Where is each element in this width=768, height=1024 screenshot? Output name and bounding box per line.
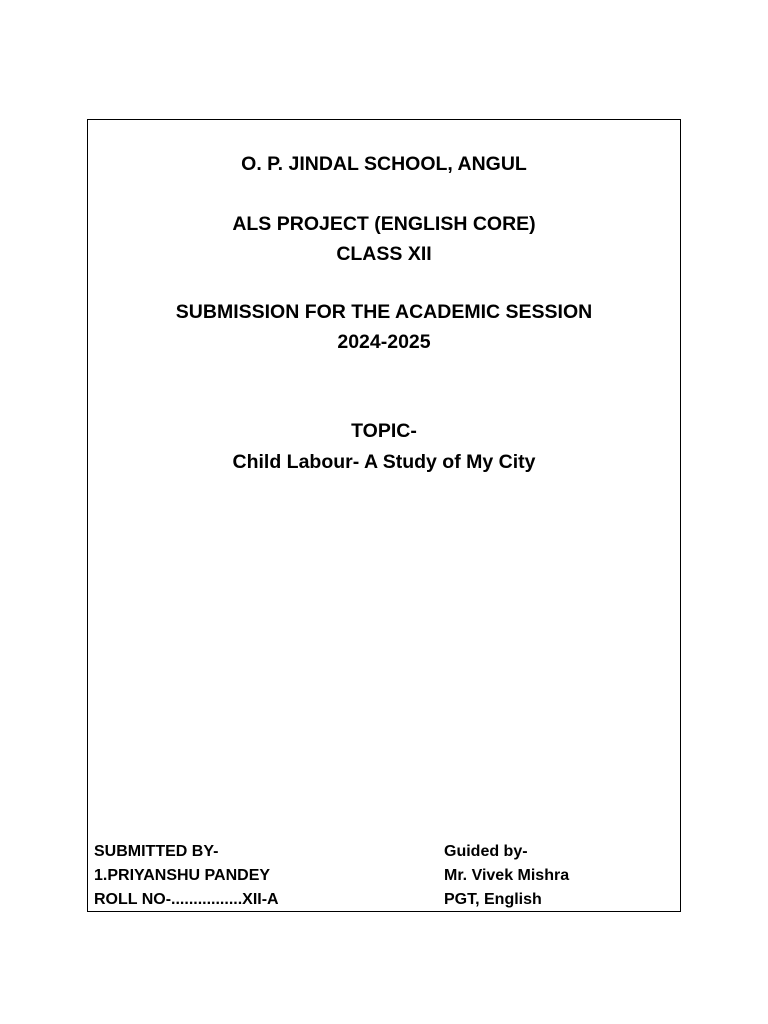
school-name: O. P. JINDAL SCHOOL, ANGUL: [241, 153, 527, 175]
guided-by-heading: Guided by-: [444, 843, 528, 860]
topic-title: Child Labour- A Study of My City: [232, 451, 536, 473]
academic-session: 2024-2025: [337, 331, 431, 353]
project-title: ALS PROJECT (ENGLISH CORE): [232, 213, 536, 235]
topic-label: TOPIC-: [351, 420, 417, 442]
roll-number: ROLL NO-................XII-A: [94, 891, 279, 908]
guide-designation: PGT, English: [444, 891, 542, 908]
submitted-by-heading: SUBMITTED BY-: [94, 843, 219, 860]
guide-name: Mr. Vivek Mishra: [444, 867, 570, 884]
student-name: 1.PRIYANSHU PANDEY: [94, 867, 271, 884]
cover-page-border: [87, 119, 681, 912]
submission-line: SUBMISSION FOR THE ACADEMIC SESSION: [175, 301, 593, 323]
class-label: CLASS XII: [336, 243, 432, 265]
